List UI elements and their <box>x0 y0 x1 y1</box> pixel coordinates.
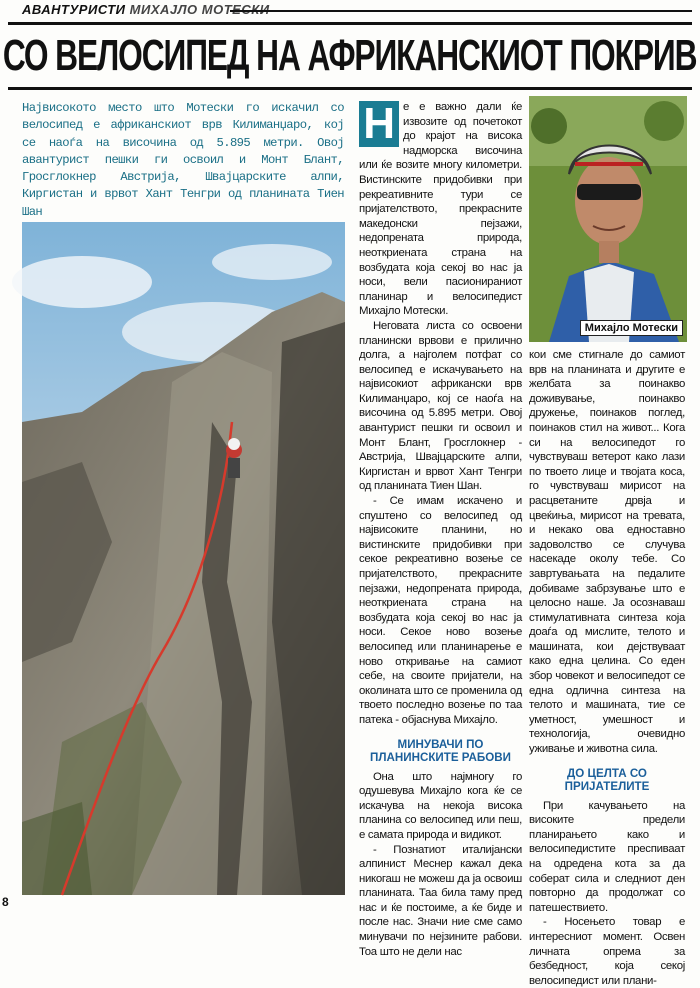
climbing-photo <box>22 222 345 895</box>
article-column-1 <box>359 99 522 958</box>
headline: СО ВЕЛОСИПЕД НА АФРИКАНСКИОТ ПОКРИВ <box>3 31 697 80</box>
drop-cap: Н <box>359 101 399 147</box>
lead-paragraph: Највисокото место што Мотески го искачил со велосипед е африканскиот врв Килиманџаро, кој се наоѓа на височина од 5.895 метри. Овој авантурист пешки ги освоил и Монт Блант, Гросглокнер Австрија, Швајцарските алпи, Киргистан и врвот Хант Тенгри од планината Тиен Шан <box>22 101 344 219</box>
paragraph: - Познатиот италијански алпинист Меснер кажал дека никогаш не можеш да ја освоиш планината. Таа била таму пред нас и ќе постоиме, а ќе биде и после нас. Значи ние сме само минувачи по нејзините рабови. Тоа што не дели нас <box>359 843 522 958</box>
article-column-2 <box>529 348 685 987</box>
paragraph: кои сме стигнале до самиот врв на планината и другите е желбата за поинакво доживување, поинакво дружење, поинаков поглед, поинаков стил на живот... Кога си на велосипедот го чувствуваш ветерот како лази по твоето лице и твојата коса, го чувствуваш мирисот на расцветаните дрвја и цвеќиња, мирисот на тревата, и некако ова едноставно задоволство се случува насекаде околу тебе. Со завртувањата на педалите добиваме забрзување што е целосно наше. Ја осознаваш стимулативната синтеза која доаѓа од мислите, телото и машината, кои дејствуваат како една целина. Со еден збор човекот и велосипедот се една одлична синтеза на телото и машината, тие се уметност, умешност и технологија, очевидно уживање и животна сила. <box>529 349 685 756</box>
paragraph: Она што најмногу го одушевува Михајло кога ќе се искачува на некоја висока планина со велосипед или пеш, е самата природа и видикот. <box>359 770 522 841</box>
headline-box <box>3 22 697 90</box>
paragraph: Неговата листа со освоени планински врвови е прилично долга, а најголем потфат со велосипед е искачувањето на највисокиот африкански врв Килиманџаро, кој се наоѓа на височина од 5.895 метри. Овој авантурист пешки ги освоил и Монт Блант, Гросглокнер - Австрија, Швајцарските алпи, Киргистан и врвот Хант Тенгри од планината Тиен Шан. <box>359 319 522 493</box>
portrait-caption: Михајло Мотески <box>580 320 683 336</box>
paragraph: е е важно дали ќе извозите од почетокот до крајот на висока надморска височина или ќе возите многу километри. Вистинските придобивки при рекреативните тури се пријателството, прекрасните македонски пејзажи, недопрената природа, неоткриената страна на возбудата која секој во нас ја носи, вели пасионираниот планинар и велосипедист Михајло Мотески. <box>359 101 522 318</box>
paragraph: - Се имам искачено и спуштено со велосипед од највисоките планини, но вистинските придобивки при секое рекреативно возење се пријателството, прекрасните пејзажи, недопрената природа, неоткриената страна на возбудата која секој во нас ја носи. Секое ново возење велосипед или планинарење е ново откривање на самиот себе, на своите пријатели, на околината што се променила од твоето последно возење по таа патека - објаснува Михајло. <box>359 495 522 726</box>
section-person-name: МИХАЈЛО МОТЕСКИ <box>129 2 270 17</box>
subheading: ДО ЦЕЛТА СО ПРИЈАТЕЛИТЕ <box>564 766 650 793</box>
paragraph: - Носењето товар е интересниот момент. Освен личната опрема за безбедност, која секој велосипедист или плани- <box>529 916 685 987</box>
page-number: 8 <box>2 895 9 909</box>
section-label: АВАНТУРИСТИ <box>22 2 126 17</box>
header-rule <box>230 10 692 12</box>
paragraph: При качувањето на високите предели планирањето како и велосипедистите преспиваат на одредена кота за да соберат сила и следниот ден повторно да продолжат со патешествието. <box>529 799 685 914</box>
section-header <box>0 0 700 20</box>
subheading: МИНУВАЧИ ПО ПЛАНИНСКИТЕ РАБОВИ <box>370 737 511 764</box>
portrait-photo <box>529 96 687 342</box>
